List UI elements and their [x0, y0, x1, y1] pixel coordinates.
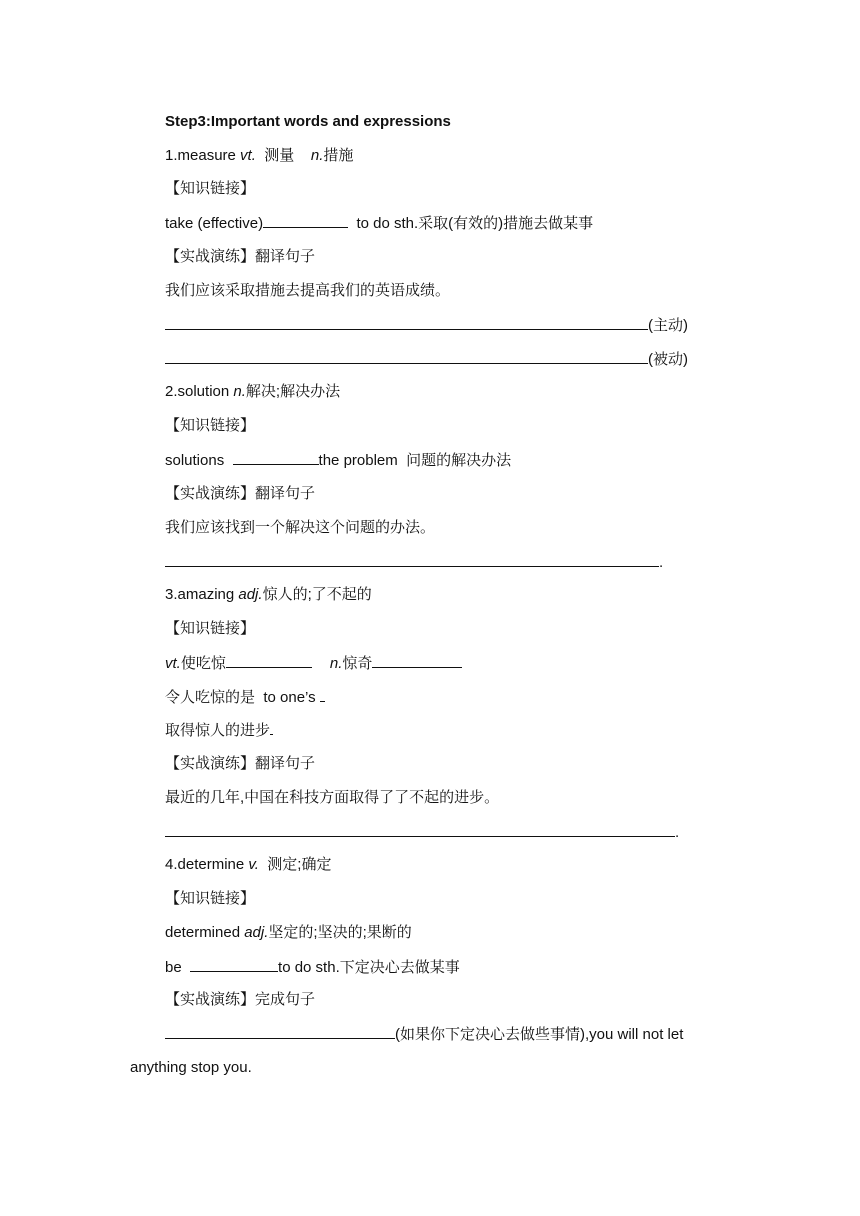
fill-blank[interactable]: [226, 653, 312, 668]
entry-meaning: 措施: [323, 147, 354, 164]
answer-line-active: (主动): [165, 315, 688, 335]
phrase-line: 取得惊人的进步: [165, 720, 273, 740]
fill-blank[interactable]: [165, 315, 648, 330]
fill-blank[interactable]: [372, 653, 462, 668]
entry-meaning: 测量: [255, 147, 311, 164]
fill-blank[interactable]: [165, 349, 648, 364]
fill-blank[interactable]: [165, 552, 659, 567]
phrase-line: 令人吃惊的是 to one’s: [165, 687, 325, 707]
phrase-line: solutions the problem 问题的解决办法: [165, 452, 512, 469]
entry-measure: [165, 146, 353, 166]
phrase-line: be to do sth.下定决心去做某事: [165, 959, 460, 976]
fill-blank[interactable]: [263, 213, 348, 228]
knowledge-link-label: 【知识链接】: [165, 620, 256, 637]
section-heading: Step3:Important words and expressions: [165, 113, 451, 130]
phrase-line: take (effective) to do sth.采取(有效的)措施去做某事: [165, 215, 594, 232]
practice-label: 【实战演练】翻译句子: [165, 248, 316, 265]
entry-solution: 2.solution n.解决;解决办法: [165, 383, 341, 400]
exercise-sentence: (如果你下定决心去做些事情),you will not let: [165, 1024, 683, 1044]
derived-word-line: determined adj.坚定的;坚决的;果断的: [165, 924, 412, 941]
knowledge-link-label: 【知识链接】: [165, 417, 256, 434]
answer-line: .: [165, 822, 679, 842]
part-of-speech: vt.: [240, 147, 256, 164]
part-of-speech: n.: [310, 147, 324, 164]
fill-blank[interactable]: [233, 450, 319, 465]
exercise-sentence: 最近的几年,中国在科技方面取得了了不起的进步。: [165, 789, 500, 806]
answer-line-passive: (被动): [165, 349, 688, 369]
fill-blank[interactable]: [165, 1024, 395, 1039]
entry-amazing: 3.amazing adj.惊人的;了不起的: [165, 586, 372, 603]
knowledge-link-label: 【知识链接】: [165, 890, 256, 907]
fill-blank[interactable]: [165, 822, 675, 837]
fill-blank[interactable]: [270, 720, 273, 735]
fill-blank[interactable]: [320, 687, 325, 702]
answer-line: .: [165, 552, 663, 572]
practice-label: 【实战演练】完成句子: [165, 991, 316, 1008]
knowledge-link-label: 【知识链接】: [165, 180, 256, 197]
entry-headword: 1.measure: [165, 147, 241, 164]
exercise-sentence: 我们应该采取措施去提高我们的英语成绩。: [165, 282, 451, 299]
practice-label: 【实战演练】翻译句子: [165, 485, 316, 502]
fill-blank[interactable]: [190, 957, 278, 972]
derivation-line: vt.使吃惊 n.惊奇: [165, 653, 462, 673]
exercise-sentence: 我们应该找到一个解决这个问题的办法。: [165, 519, 436, 536]
practice-label: 【实战演练】翻译句子: [165, 755, 316, 772]
exercise-sentence-continued: anything stop you.: [130, 1059, 252, 1076]
entry-determine: 4.determine v. 测定;确定: [165, 856, 332, 873]
